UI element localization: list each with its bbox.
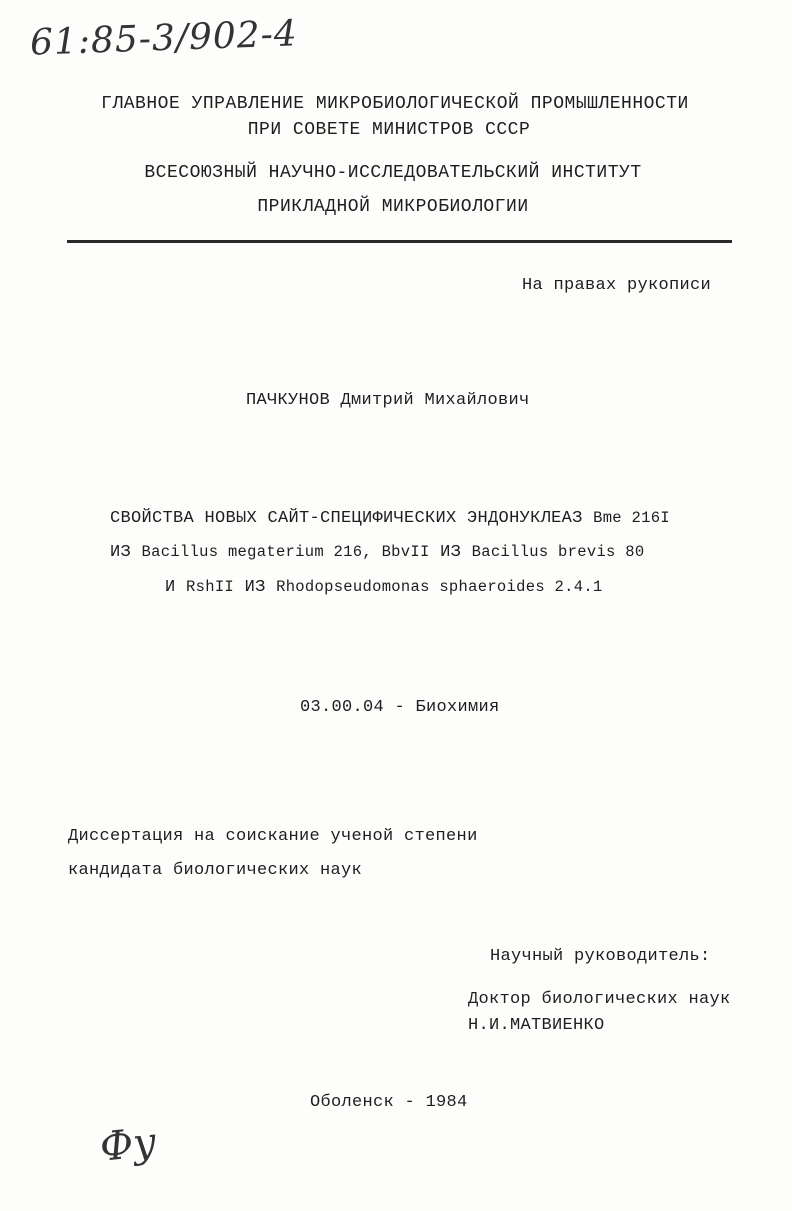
title-line-2-organism-2: Bacillus brevis 80 xyxy=(471,543,645,561)
title-line-3 xyxy=(165,578,603,597)
signature: Фу xyxy=(97,1119,159,1171)
supervisor-name: Н.И.МАТВИЕНКО xyxy=(468,1016,605,1035)
title-line-2-from-1: ИЗ xyxy=(110,543,132,562)
author-name: ПАЧКУНОВ Дмитрий Михайлович xyxy=(246,391,530,410)
dissertation-line-1: Диссертация на соискание ученой степени xyxy=(68,827,478,846)
header-institute: ВСЕСОЮЗНЫЙ НАУЧНО-ИССЛЕДОВАТЕЛЬСКИЙ ИНСТИТУТ xyxy=(144,163,642,183)
title-line-2-from-2: ИЗ xyxy=(440,543,462,562)
title-line-3-organism: Rhodopseudomonas sphaeroides 2.4.1 xyxy=(276,578,603,596)
header-institute-field: ПРИКЛАДНОЙ МИКРОБИОЛОГИИ xyxy=(257,197,529,217)
header-ministry: ГЛАВНОЕ УПРАВЛЕНИЕ МИКРОБИОЛОГИЧЕСКОЙ ПРОМЫШЛЕННОСТИ xyxy=(101,94,689,114)
dissertation-line-2: кандидата биологических наук xyxy=(68,861,363,880)
title-line-3-from: ИЗ xyxy=(244,578,266,597)
title-line-1 xyxy=(110,509,670,528)
title-line-1-enzyme: Bme 216I xyxy=(593,509,670,527)
header-council: ПРИ СОВЕТЕ МИНИСТРОВ СССР xyxy=(247,120,531,140)
title-line-3-and: И xyxy=(165,578,176,597)
supervisor-label: Научный руководитель: xyxy=(490,947,711,966)
title-line-2 xyxy=(110,543,644,562)
rights-notice: На правах рукописи xyxy=(522,276,712,295)
specialty-code: 03.00.04 - Биохимия xyxy=(300,698,500,717)
place-year: Оболенск - 1984 xyxy=(310,1093,468,1112)
header-divider xyxy=(67,240,732,243)
title-line-3-enzyme: RshII xyxy=(186,578,235,596)
archive-number: 61:85-3/902-4 xyxy=(29,13,299,64)
title-line-2-organism-1: Bacillus megaterium 216, BbvII xyxy=(141,543,430,561)
supervisor-degree: Доктор биологических наук xyxy=(468,990,731,1009)
title-line-1-prefix: СВОЙСТВА НОВЫХ САЙТ-СПЕЦИФИЧЕСКИХ ЭНДОНУКЛЕАЗ xyxy=(110,509,583,528)
